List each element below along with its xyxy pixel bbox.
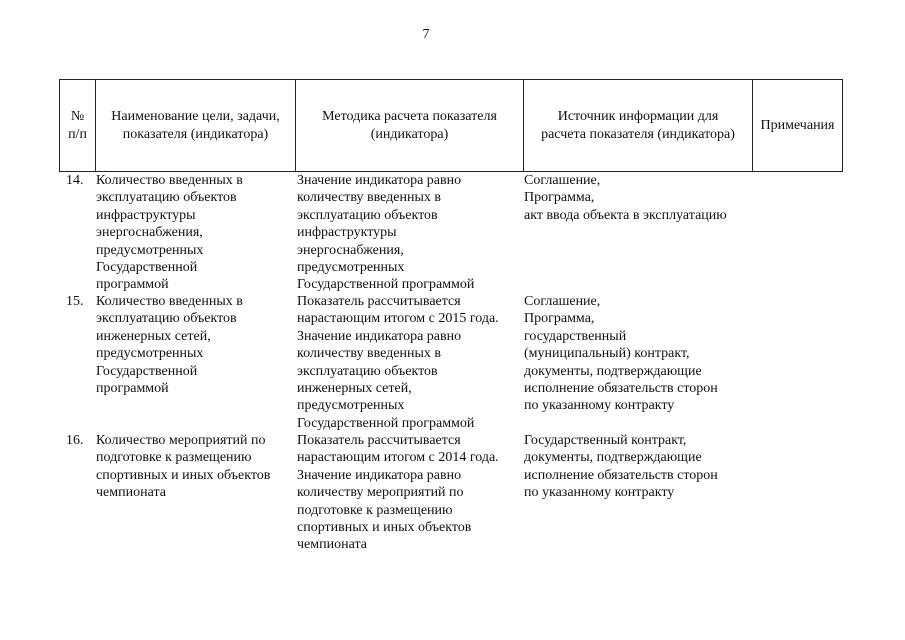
row-number: 15. (66, 294, 84, 309)
page-number: 7 (422, 27, 430, 42)
table-header (59, 79, 843, 172)
row-number: 16. (66, 433, 84, 448)
header-source: Источник информации для расчета показателя (индикатора) (541, 108, 735, 142)
indicator-name: Количество введенных в эксплуатацию объектов инженерных сетей, предусмотренных Государственной программой (96, 294, 243, 397)
header-note: Примечания (760, 117, 835, 133)
information-source: Соглашение, Программа, государственный (муниципальный) контракт, документы, подтверждающие исполнение обязательств сторон по указанному контракту (524, 294, 718, 414)
header-method: Методика расчета показателя (индикатора) (322, 108, 497, 142)
indicator-name: Количество введенных в эксплуатацию объектов инфраструктуры энергоснабжения, предусмотренных Государственной программой (96, 173, 243, 293)
row-number: 14. (66, 173, 84, 188)
information-source: Государственный контракт, документы, подтверждающие исполнение обязательств сторон по указанному контракту (524, 433, 718, 501)
header-name: Наименование цели, задачи, показателя (индикатора) (111, 108, 280, 142)
calculation-method: Показатель рассчитывается нарастающим итогом с 2014 года. Значение индикатора равно количеству мероприятий по подготовке к размещению спортивных и иных объектов чемпионата (297, 433, 499, 553)
information-source: Соглашение, Программа, акт ввода объекта в эксплуатацию (524, 173, 727, 223)
indicator-name: Количество мероприятий по подготовке к размещению спортивных и иных объектов чемпионата (96, 433, 271, 501)
calculation-method: Показатель рассчитывается нарастающим итогом с 2015 года. Значение индикатора равно количеству введенных в эксплуатацию объектов инженерных сетей, предусмотренных Государственной программой (297, 294, 499, 431)
calculation-method: Значение индикатора равно количеству введенных в эксплуатацию объектов инфраструктуры энергоснабжения, предусмотренных Государственной программой (297, 173, 475, 293)
header-number: № п/п (68, 108, 87, 142)
